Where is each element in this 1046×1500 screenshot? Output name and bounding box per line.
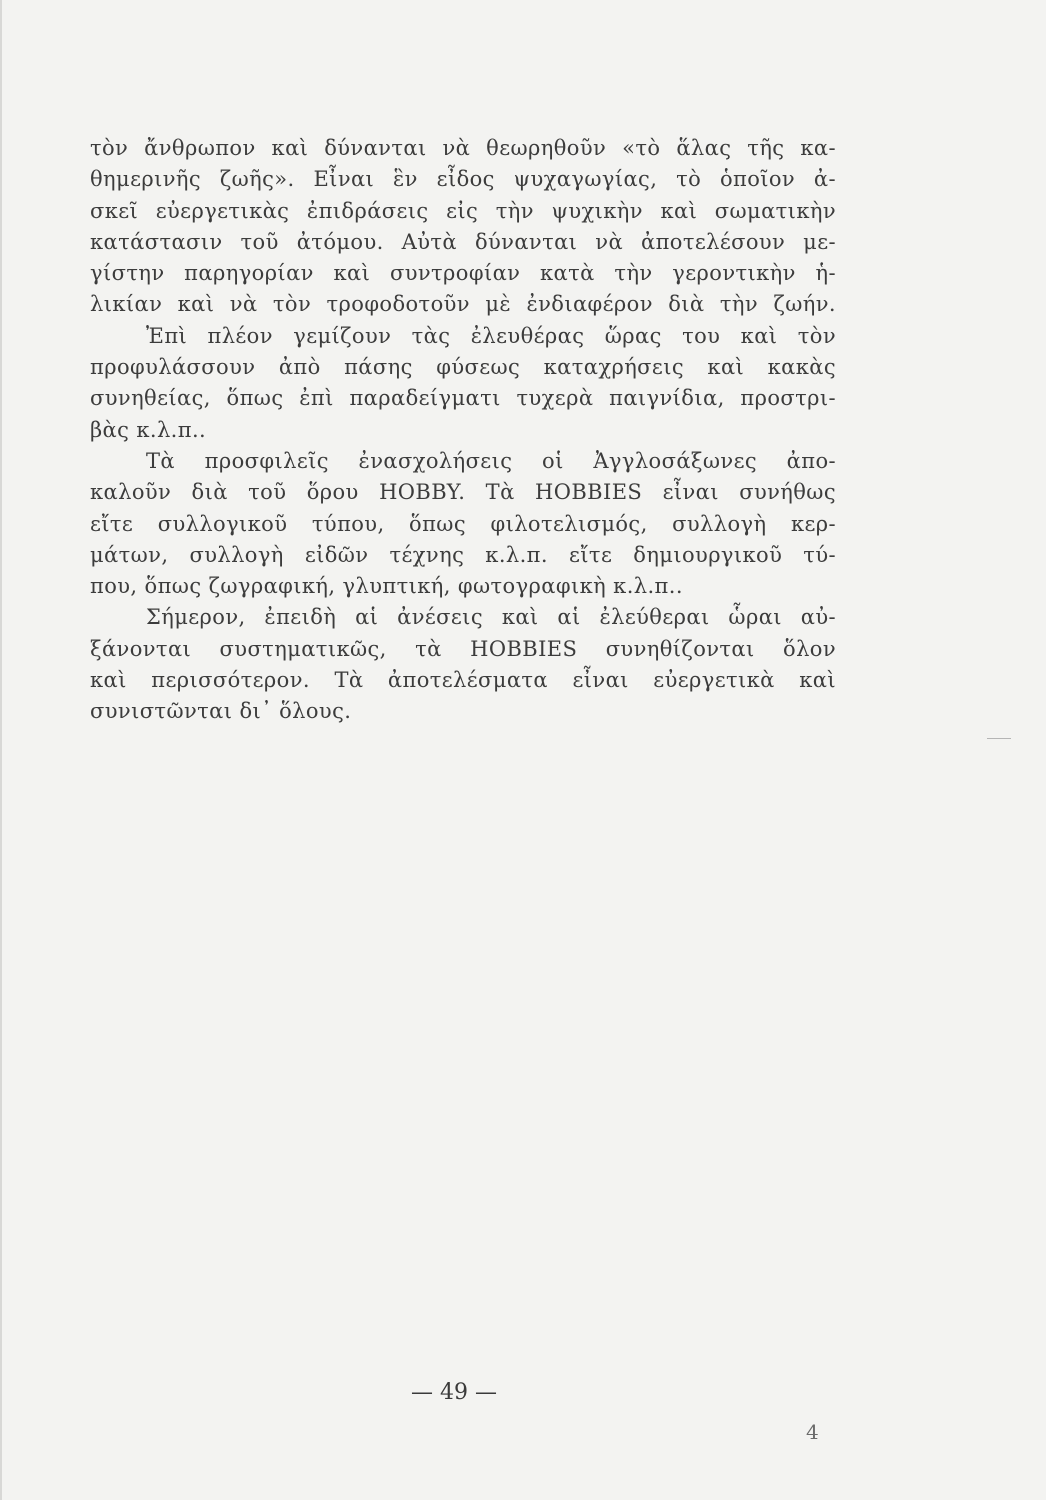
text-line: Ἐπὶ πλέον γεμίζουν τὰς ἐλευθέρας ὥρας του καὶ τὸν xyxy=(146,323,836,348)
text-line: καὶ περισσότερον. Τὰ ἀποτελέσματα εἶναι εὐεργετικὰ καὶ xyxy=(90,668,836,693)
text-line: βὰς κ.λ.π.. xyxy=(90,417,207,442)
text-line: τὸν ἄνθρωπον καὶ δύνανται νὰ θεωρηθοῦν «τὸ ἅλας τῆς κα- xyxy=(90,136,836,160)
body-text xyxy=(90,133,836,728)
text-line: εἴτε συλλογικοῦ τύπου, ὅπως φιλοτελισμός, συλλογὴ κερ- xyxy=(90,511,836,536)
text-line: συνηθείας, ὅπως ἐπὶ παραδείγματι τυχερὰ παιγνίδια, προστρι- xyxy=(90,386,836,411)
margin-mark xyxy=(987,738,1011,739)
signature-mark: 4 xyxy=(806,1420,819,1444)
text-line: συνιστῶνται δι᾽ ὅλους. xyxy=(90,699,352,724)
text-line: κατάστασιν τοῦ ἀτόμου. Αὐτὰ δύνανται νὰ ἀποτελέσουν με- xyxy=(90,229,836,254)
text-line: που, ὅπως ζωγραφική, γλυπτική, φωτογραφικὴ κ.λ.π.. xyxy=(90,574,683,599)
page-edge-shadow xyxy=(0,0,2,1500)
text-line: Σήμερον, ἐπειδὴ αἱ ἀνέσεις καὶ αἱ ἐλεύθεραι ὧραι αὐ- xyxy=(146,605,836,630)
text-line: ξάνονται συστηματικῶς, τὰ HOBBIES συνηθίζονται ὅλον xyxy=(90,636,836,661)
page-number: — 49 — xyxy=(411,1380,497,1405)
text-line: μάτων, συλλογὴ εἰδῶν τέχνης κ.λ.π. εἴτε δημιουργικοῦ τύ- xyxy=(90,542,836,567)
text-line: γίστην παρηγορίαν καὶ συντροφίαν κατὰ τὴν γεροντικὴν ἡ- xyxy=(90,261,836,286)
text-line: καλοῦν διὰ τοῦ ὅρου HOBBY. Τὰ HOBBIES εἶναι συνήθως xyxy=(90,480,836,505)
text-line: λικίαν καὶ νὰ τὸν τροφοδοτοῦν μὲ ἐνδιαφέρον διὰ τὴν ζωήν. xyxy=(90,292,836,317)
text-line: σκεῖ εὐεργετικὰς ἐπιδράσεις εἰς τὴν ψυχικὴν καὶ σωματικὴν xyxy=(90,198,836,223)
text-line: θημερινῆς ζωῆς». Εἶναι ἓν εἶδος ψυχαγωγίας, τὸ ὁποῖον ἀ- xyxy=(90,167,836,192)
text-line: προφυλάσσουν ἀπὸ πάσης φύσεως καταχρήσεις καὶ κακὰς xyxy=(90,355,836,380)
text-line: Τὰ προσφιλεῖς ἐνασχολήσεις οἱ Ἀγγλοσάξωνες ἀπο- xyxy=(146,448,836,473)
